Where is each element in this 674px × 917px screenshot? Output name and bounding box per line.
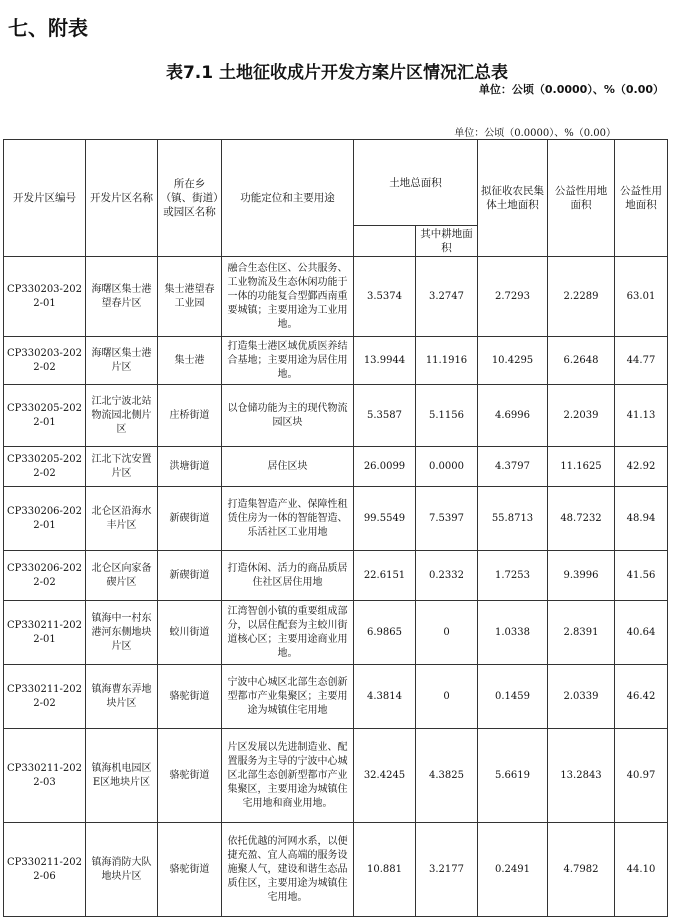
cell-code: CP330211-2022-03 — [4, 729, 86, 823]
cell-township: 骆驼街道 — [158, 665, 222, 729]
cell-code: CP330211-2022-02 — [4, 665, 86, 729]
cell-name: 江北宁波北站物流园北侧片区 — [86, 385, 158, 447]
cell-total-area: 5.3587 — [354, 385, 416, 447]
header-total-area: 土地总面积 — [354, 140, 478, 226]
header-collective: 拟征收农民集体土地面积 — [478, 140, 548, 257]
cell-code: CP330211-2022-01 — [4, 601, 86, 665]
cell-collective: 4.3797 — [478, 447, 548, 487]
table-row — [4, 385, 668, 447]
cell-public: 6.2648 — [548, 337, 615, 385]
cell-cultivated: 3.2747 — [416, 257, 478, 337]
table-title: 表7.1 土地征收成片开发方案片区情况汇总表 — [165, 63, 509, 83]
cell-ratio: 44.77 — [615, 337, 668, 385]
cell-name: 镇海机电园区E区地块片区 — [86, 729, 158, 823]
section-heading: 七、附表 — [8, 16, 88, 40]
cell-township: 洪塘街道 — [158, 447, 222, 487]
cell-cultivated: 7.5397 — [416, 487, 478, 551]
header-cultivated: 其中耕地面积 — [416, 226, 478, 257]
cell-code: CP330205-2022-02 — [4, 447, 86, 487]
cell-cultivated: 4.3825 — [416, 729, 478, 823]
cell-public: 2.2039 — [548, 385, 615, 447]
cell-total-area: 4.3814 — [354, 665, 416, 729]
cell-name: 北仑区向家备碶片区 — [86, 551, 158, 601]
cell-total-area: 22.6151 — [354, 551, 416, 601]
cell-township: 蛟川街道 — [158, 601, 222, 665]
cell-name: 镇海中一村东港河东侧地块片区 — [86, 601, 158, 665]
cell-ratio: 44.10 — [615, 823, 668, 917]
cell-collective: 1.0338 — [478, 601, 548, 665]
cell-function: 依托优越的河网水系，以便捷充盈、宜人高端的服务设施聚人气，建设和谐生态品质住区，主要用途为城镇住宅用地。 — [222, 823, 354, 917]
cell-public: 9.3996 — [548, 551, 615, 601]
cell-code: CP330206-2022-02 — [4, 551, 86, 601]
cell-cultivated: 0 — [416, 601, 478, 665]
cell-cultivated: 5.1156 — [416, 385, 478, 447]
cell-cultivated: 3.2177 — [416, 823, 478, 917]
cell-total-area: 99.5549 — [354, 487, 416, 551]
cell-function: 打造集智造产业、保障性租赁住房为一体的智能智造、乐活社区工业用地 — [222, 487, 354, 551]
cell-township: 集士港望春工业园 — [158, 257, 222, 337]
cell-function: 江湾智创小镇的重要组成部分，以居住配套为主蛟川街道核心区；主要用途商业用地。 — [222, 601, 354, 665]
cell-function: 打造集士港区域优质医养结合基地；主要用途为居住用地。 — [222, 337, 354, 385]
cell-township: 新碶街道 — [158, 551, 222, 601]
table-row — [4, 257, 668, 337]
cell-public: 4.7982 — [548, 823, 615, 917]
cell-total-area: 10.881 — [354, 823, 416, 917]
cell-ratio: 63.01 — [615, 257, 668, 337]
cell-code: CP330205-2022-01 — [4, 385, 86, 447]
cell-total-area: 32.4245 — [354, 729, 416, 823]
header-township: 所在乡（镇、街道）或园区名称 — [158, 140, 222, 257]
cell-public: 48.7232 — [548, 487, 615, 551]
cell-ratio: 41.56 — [615, 551, 668, 601]
cell-township: 骆驼街道 — [158, 823, 222, 917]
cell-cultivated: 0.2332 — [416, 551, 478, 601]
cell-public: 2.0339 — [548, 665, 615, 729]
cell-total-area: 6.9865 — [354, 601, 416, 665]
cell-name: 北仑区沿海水丰片区 — [86, 487, 158, 551]
cell-collective: 5.6619 — [478, 729, 548, 823]
cell-ratio: 40.97 — [615, 729, 668, 823]
table-row — [4, 601, 668, 665]
cell-ratio: 48.94 — [615, 487, 668, 551]
table-row — [4, 551, 668, 601]
cell-name: 江北下沈安置片区 — [86, 447, 158, 487]
table-row — [4, 487, 668, 551]
header-blank — [354, 226, 416, 257]
cell-collective: 0.1459 — [478, 665, 548, 729]
cell-cultivated: 0.0000 — [416, 447, 478, 487]
cell-ratio: 41.13 — [615, 385, 668, 447]
cell-function: 以仓储功能为主的现代物流园区块 — [222, 385, 354, 447]
cell-total-area: 26.0099 — [354, 447, 416, 487]
table-row — [4, 337, 668, 385]
unit-note-bold: 单位：公顷（0.0000）、%（0.00） — [478, 83, 664, 96]
cell-function: 居住区块 — [222, 447, 354, 487]
cell-public: 11.1625 — [548, 447, 615, 487]
header-name: 开发片区名称 — [86, 140, 158, 257]
cell-function: 融合生态住区、公共服务、工业物流及生态休闲功能于一体的功能复合型鄞西南重要城镇；主要用途为工业用地。 — [222, 257, 354, 337]
cell-name: 镇海消防大队地块片区 — [86, 823, 158, 917]
table-row — [4, 665, 668, 729]
table-row — [4, 447, 668, 487]
cell-cultivated: 0 — [416, 665, 478, 729]
cell-function: 宁波中心城区北部生态创新型都市产业集聚区；主要用途为城镇住宅用地 — [222, 665, 354, 729]
cell-total-area: 3.5374 — [354, 257, 416, 337]
cell-code: CP330211-2022-06 — [4, 823, 86, 917]
cell-township: 骆驼街道 — [158, 729, 222, 823]
table-row — [4, 823, 668, 917]
cell-collective: 1.7253 — [478, 551, 548, 601]
summary-table — [3, 139, 668, 917]
cell-name: 镇海曹东弄地块片区 — [86, 665, 158, 729]
cell-cultivated: 11.1916 — [416, 337, 478, 385]
cell-collective: 10.4295 — [478, 337, 548, 385]
cell-collective: 0.2491 — [478, 823, 548, 917]
cell-public: 2.2289 — [548, 257, 615, 337]
header-code: 开发片区编号 — [4, 140, 86, 257]
cell-township: 集士港 — [158, 337, 222, 385]
cell-ratio: 46.42 — [615, 665, 668, 729]
cell-total-area: 13.9944 — [354, 337, 416, 385]
cell-function: 打造休闲、活力的商品质居住社区居住用地 — [222, 551, 354, 601]
cell-function: 片区发展以先进制造业、配置服务为主导的宁波中心城区北部生态创新型都市产业集聚区，主要用途为城镇住宅用地和商业用地。 — [222, 729, 354, 823]
cell-collective: 55.8713 — [478, 487, 548, 551]
cell-name: 海曙区集士港片区 — [86, 337, 158, 385]
cell-ratio: 40.64 — [615, 601, 668, 665]
table-row — [4, 729, 668, 823]
cell-collective: 4.6996 — [478, 385, 548, 447]
cell-public: 2.8391 — [548, 601, 615, 665]
cell-township: 新碶街道 — [158, 487, 222, 551]
cell-code: CP330203-2022-01 — [4, 257, 86, 337]
header-public-ratio: 公益性用地面积 — [615, 140, 668, 257]
cell-name: 海曙区集士港望春片区 — [86, 257, 158, 337]
cell-code: CP330206-2022-01 — [4, 487, 86, 551]
header-public: 公益性用地面积 — [548, 140, 615, 257]
cell-public: 13.2843 — [548, 729, 615, 823]
unit-note: 单位：公顷（0.0000）、%（0.00） — [454, 128, 616, 139]
cell-code: CP330203-2022-02 — [4, 337, 86, 385]
cell-ratio: 42.92 — [615, 447, 668, 487]
cell-township: 庄桥街道 — [158, 385, 222, 447]
header-function: 功能定位和主要用途 — [222, 140, 354, 257]
cell-collective: 2.7293 — [478, 257, 548, 337]
